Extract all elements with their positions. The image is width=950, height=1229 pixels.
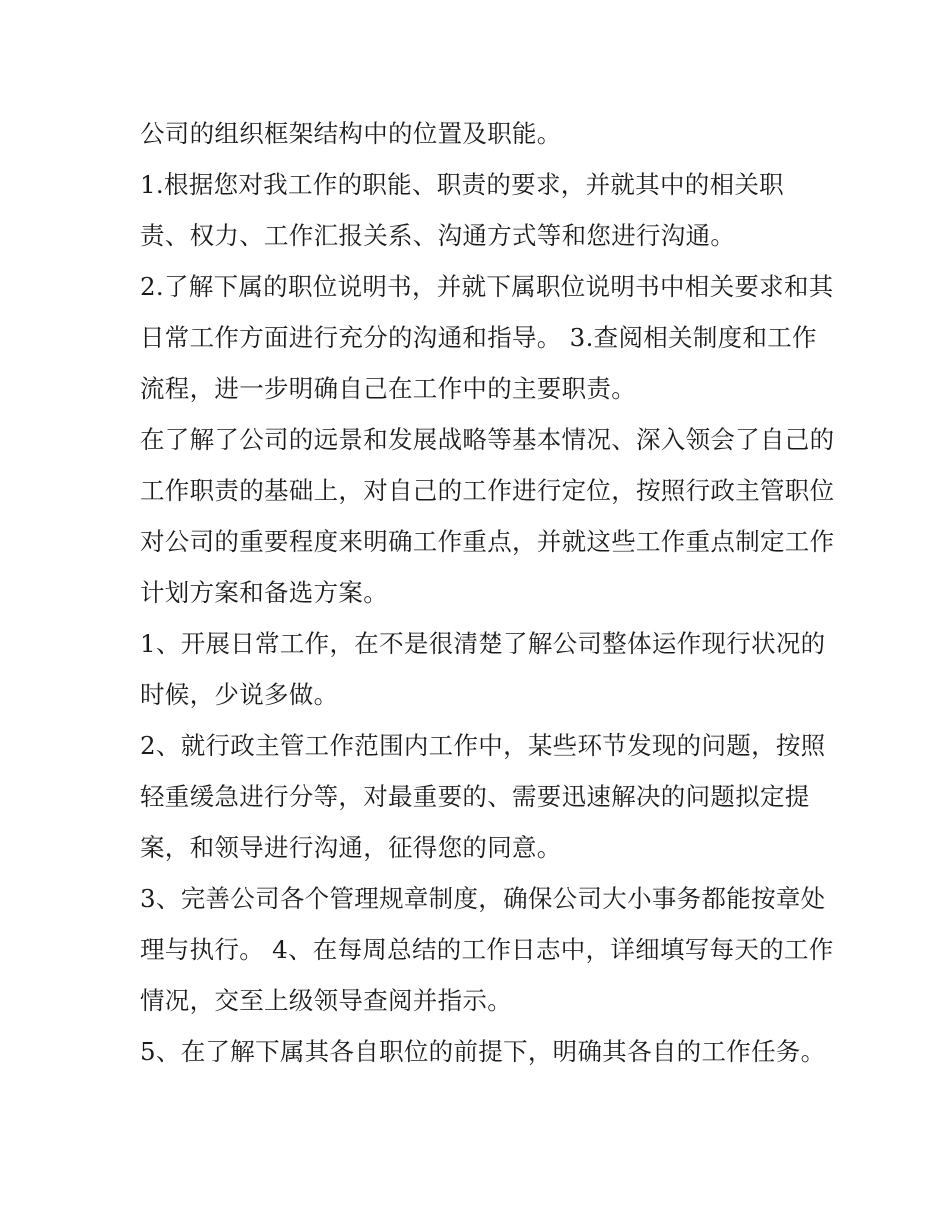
document-page — [140, 108, 840, 1077]
paragraph-positioning: 在了解了公司的远景和发展战略等基本情况、深入领会了自己的工作职责的基础上，对自己的工作进行定位，按照行政主管职位对公司的重要程度来明确工作重点，并就这些工作重点制定工作计划方案和备选方案。 — [140, 425, 835, 607]
paragraph-step-3-4: 3、完善公司各个管理规章制度，确保公司大小事务都能按章处理与执行。 4、在每周总结的工作日志中，详细填写每天的工作情况，交至上级领导查阅并指示。 — [140, 884, 834, 1015]
paragraph-item-1-line-2: 责、权力、工作汇报关系、沟通方式等和您进行沟通。 — [140, 221, 736, 250]
paragraph-step-1: 1、开展日常工作，在不是很清楚了解公司整体运作现行状况的时候，少说多做。 — [140, 629, 826, 709]
paragraph-item-2-3: 2.了解下属的职位说明书，并就下属职位说明书中相关要求和其日常工作方面进行充分的沟通和指导。 3.查阅相关制度和工作流程，进一步明确自己在工作中的主要职责。 — [140, 272, 834, 403]
paragraph-position-function: 公司的组织框架结构中的位置及职能。 — [140, 119, 562, 148]
paragraph-item-1-line-1: 1.根据您对我工作的职能、职责的要求，并就其中的相关职 — [140, 170, 784, 199]
paragraph-step-2: 2、就行政主管工作范围内工作中，某些环节发现的问题，按照轻重缓急进行分等，对最重要的、需要迅速解决的问题拟定提案，和领导进行沟通，征得您的同意。 — [140, 731, 826, 862]
paragraph-step-5: 5、在了解下属其各自职位的前提下，明确其各自的工作任务。 — [140, 1037, 826, 1066]
